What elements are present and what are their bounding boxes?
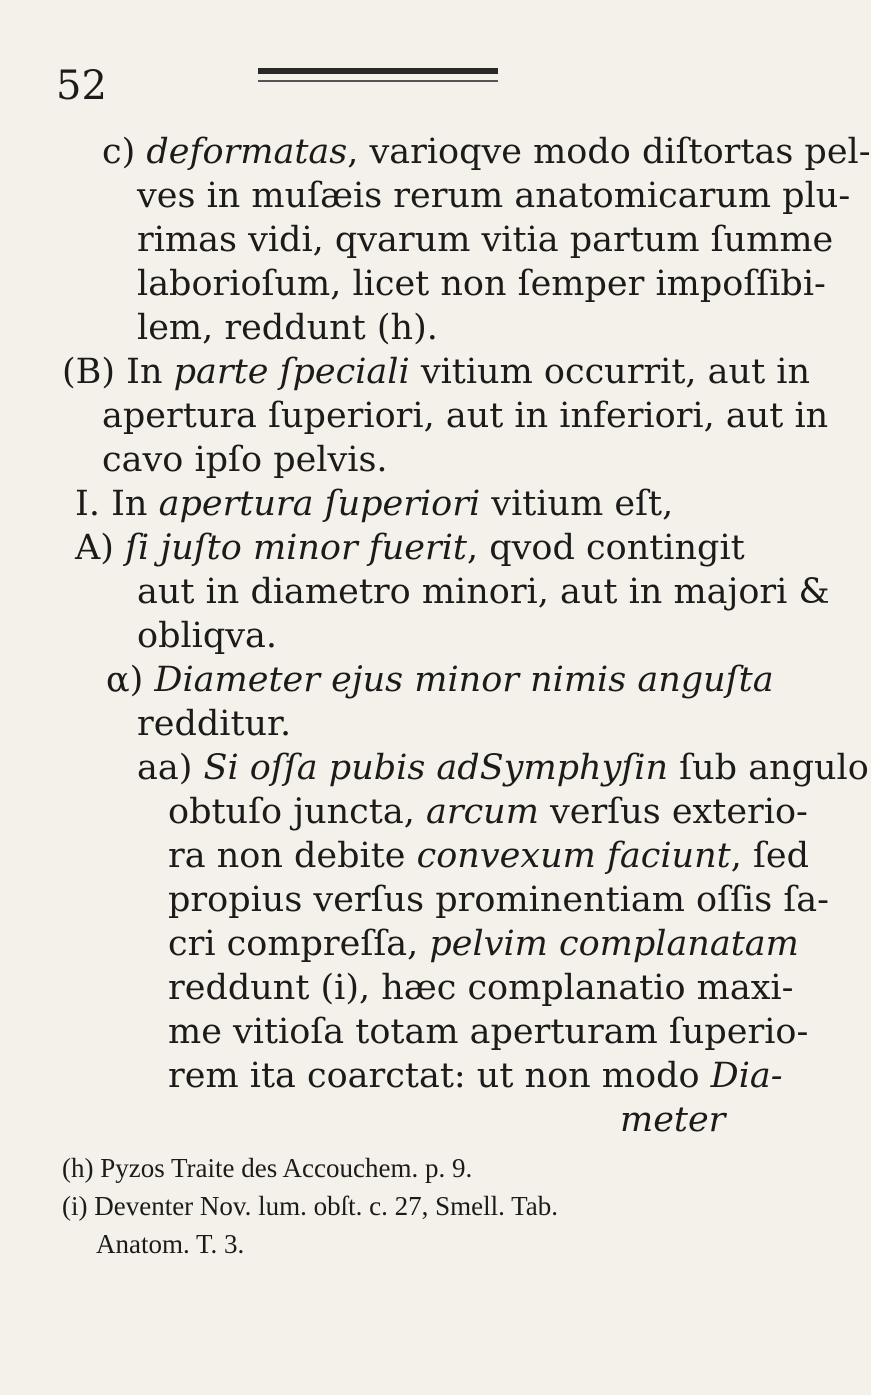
text-line: [168, 922, 799, 966]
text-line: [137, 570, 830, 614]
italic-text: parte ſpeciali: [173, 352, 410, 392]
roman-text: me vitioſa totam aperturam ſuperio-: [168, 1012, 809, 1052]
roman-text: cavo ipſo pelvis.: [102, 440, 388, 480]
roman-text: obliqva.: [137, 616, 278, 656]
roman-text: c): [102, 132, 147, 172]
roman-text: obtuſo juncta,: [168, 792, 426, 832]
roman-text: ſub angulo: [668, 748, 869, 788]
roman-text: redditur.: [137, 704, 292, 744]
text-line: [168, 1054, 783, 1098]
footnote-i-continued: Anatom. T. 3.: [96, 1229, 245, 1259]
text-line: [168, 1010, 808, 1054]
roman-text: reddunt (i), hæc complanatio maxi-: [168, 968, 794, 1008]
roman-text: I. In: [75, 484, 159, 524]
text-line: [102, 438, 388, 482]
roman-text: aut in diametro minori, aut in majori &: [137, 572, 830, 612]
text-line: [137, 218, 833, 262]
text-line: [137, 614, 277, 658]
roman-text: vitium eſt,: [480, 484, 674, 524]
roman-text: ves in muſæis rerum anatomicarum plu-: [137, 176, 851, 216]
text-line: [168, 790, 808, 834]
roman-text: cri compreſſa,: [168, 924, 430, 964]
roman-text: propius verſus prominentiam oſſis ſa-: [168, 880, 829, 920]
text-line: [137, 262, 826, 306]
roman-text: α): [106, 660, 155, 700]
italic-text: apertura ſuperiori: [158, 484, 481, 524]
roman-text: ra non debite: [168, 836, 417, 876]
text-line: [75, 482, 673, 526]
italic-text: deformatas: [146, 132, 348, 172]
header-rule-thin: [258, 80, 498, 82]
roman-text: rimas vidi, qvarum vitia partum ſumme: [137, 220, 834, 260]
roman-text: aa): [137, 748, 204, 788]
text-line: [137, 702, 291, 746]
roman-text: , varioqve modo diſtortas pel-: [347, 132, 871, 172]
roman-text: vitium occurrit, aut in: [409, 352, 811, 392]
text-line: [137, 174, 850, 218]
header-rule: [258, 68, 498, 74]
text-line: [106, 658, 774, 702]
text-line: [102, 394, 828, 438]
italic-text: ſi juſto minor fuerit: [125, 528, 467, 568]
text-line: [620, 1098, 725, 1142]
roman-text: (B) In: [62, 352, 174, 392]
text-line: [168, 834, 809, 878]
roman-text: rem ita coarctat: ut non modo: [168, 1056, 711, 1096]
roman-text: laborioſum, licet non ſemper impoſſibi-: [137, 264, 826, 304]
text-line: [137, 306, 438, 350]
text-line: [137, 746, 869, 790]
text-line: [102, 130, 871, 174]
roman-text: A): [75, 528, 126, 568]
italic-text: Dia-: [710, 1056, 783, 1096]
page-number: 52: [56, 63, 107, 109]
italic-text: Si oſſa pubis adSymphyſin: [203, 748, 669, 788]
footnote-h: (h) Pyzos Traite des Accouchem. p. 9.: [62, 1153, 473, 1183]
italic-text: convexum faciunt: [416, 836, 731, 876]
footnote-i: (i) Deventer Nov. lum. obſt. c. 27, Smell. Tab.: [62, 1191, 559, 1221]
roman-text: apertura ſuperiori, aut in inferiori, aut in: [102, 396, 829, 436]
text-line: [168, 966, 793, 1010]
italic-text: arcum: [425, 792, 539, 832]
italic-text: meter: [620, 1100, 726, 1140]
roman-text: , qvod contingit: [467, 528, 745, 568]
roman-text: verſus exterio-: [538, 792, 808, 832]
text-line: [62, 350, 810, 394]
text-line: [168, 878, 829, 922]
italic-text: Diameter ejus minor nimis anguſta: [154, 660, 774, 700]
text-line: [75, 526, 745, 570]
roman-text: lem, reddunt (h).: [137, 308, 438, 348]
italic-text: pelvim complanatam: [429, 924, 799, 964]
roman-text: , ſed: [730, 836, 810, 876]
